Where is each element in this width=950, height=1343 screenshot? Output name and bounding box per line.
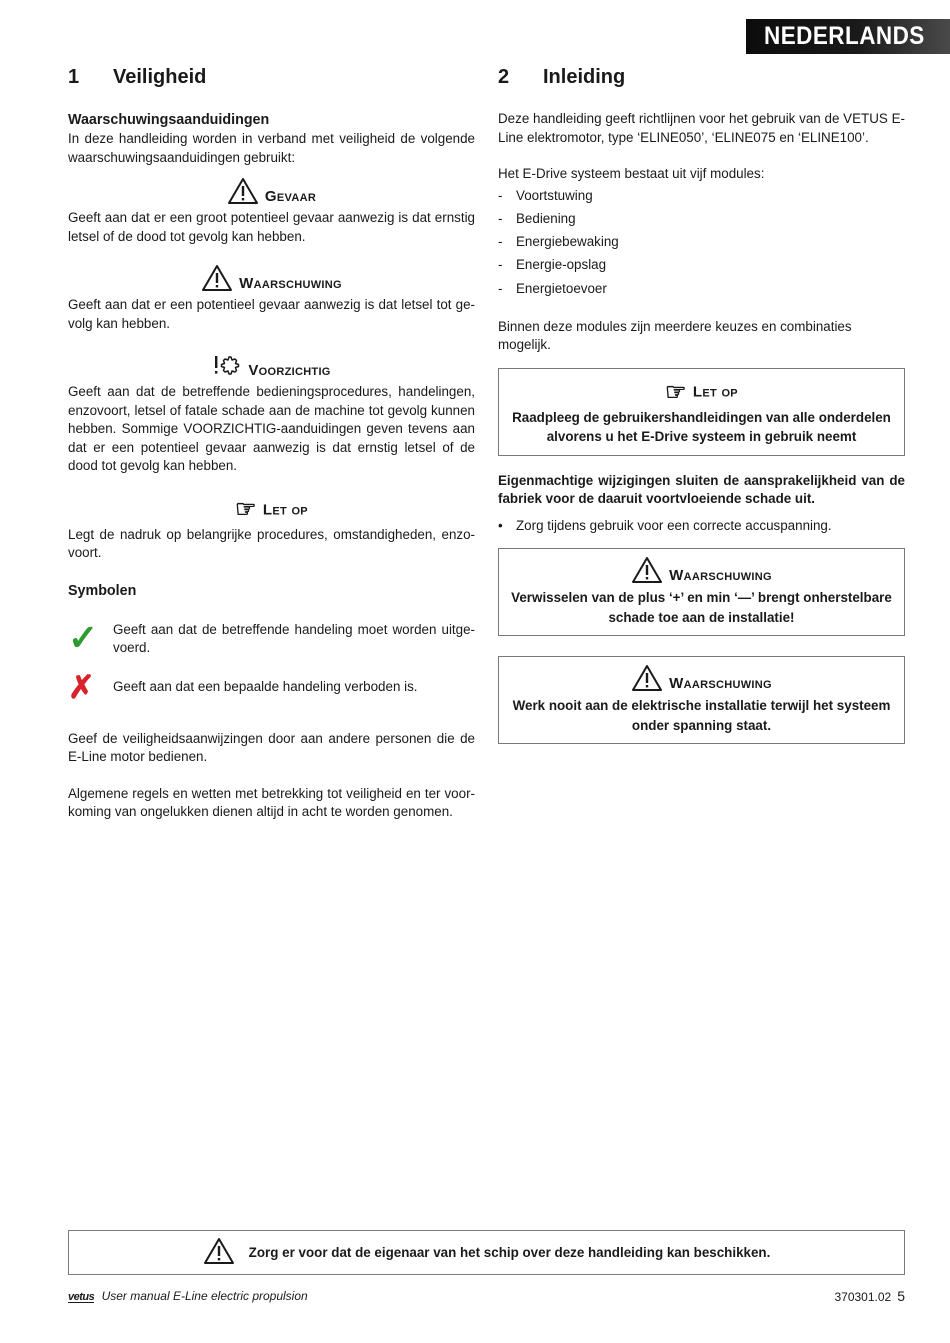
warning-box-voltage-label: Waarschuwing (669, 675, 772, 693)
warning-triangle-icon (203, 1237, 235, 1268)
section-1-title (68, 62, 475, 92)
right-column (498, 62, 905, 744)
language-tab (746, 19, 950, 54)
section-2-title (498, 62, 905, 92)
footer-left (68, 1289, 308, 1303)
language-tab-label: NEDERLANDS (764, 22, 925, 50)
danger-text: Geeft aan dat er een groot potentieel gevaar aanwezig is dat ernstig letsel of de dood tot gevolg kan hebben. (68, 210, 475, 244)
list-item: - Energie-opslag (498, 253, 905, 276)
caution-header (68, 351, 475, 383)
left-column (68, 62, 475, 822)
pointing-hand-icon: ☞ (665, 378, 687, 406)
doc-number: 370301.02 (834, 1290, 892, 1304)
warning-box-polarity (498, 548, 905, 636)
modules-outro: Binnen deze modules zijn meerdere keuzes en combinaties mogelijk. (498, 318, 852, 353)
note-box-label: Let op (692, 383, 738, 401)
symbols-heading: Symbolen (68, 582, 137, 599)
note-label: Let op (262, 501, 308, 519)
note-header (68, 494, 475, 526)
pointing-hand-icon: ☞ (235, 496, 257, 524)
owner-notice-box (68, 1230, 905, 1275)
warning-text: Geeft aan dat er een potentieel gevaar aanwezig is dat letsel tot ge-volg kan hebben. (68, 297, 475, 331)
caution-text: Geeft aan dat de betreffende bedieningsprocedures, handelingen, enzovoort, letsel of fatale schade aan de machine tot gevolg kunnen hebben. Sommige VOORZICHTIG-aanduidingen geven tevens aan dat er een potentieel gevaar aanwezig is dat ernstig letsel of de dood tot gevolg kan hebben. (68, 384, 475, 473)
section-1-title-text: Veiligheid (113, 66, 207, 88)
symbol-cross-row (68, 670, 475, 704)
danger-label: Gevaar (264, 188, 317, 205)
list-item: • Zorg tijdens gebruik voor een correcte accuspanning. (498, 517, 905, 536)
liability-text: Eigenmachtige wijzigingen sluiten de aansprakelijkheid van de fabriek voor de daaruit voortvloeiende schade uit. (498, 472, 905, 507)
danger-header (68, 177, 475, 209)
warning-box-voltage-header (509, 664, 894, 696)
warning-header (68, 264, 475, 296)
list-item: - Voortstuwing (498, 184, 905, 207)
warning-box-polarity-text: Verwisselen van de plus ‘+’ en min ‘—’ brengt onherstelbare schade toe aan de installatie! (511, 590, 892, 625)
checkmark-icon: ✓ (68, 616, 99, 658)
bullet-list (498, 517, 905, 536)
section-2-title-text: Inleiding (543, 66, 626, 88)
modules-intro: Het E-Drive systeem bestaat uit vijf modules: (498, 166, 765, 181)
section-2-number: 2 (498, 66, 510, 88)
footer-right (834, 1288, 905, 1304)
owner-notice-text: Zorg er voor dat de eigenaar van het schip over deze handleiding kan beschikken. (248, 1245, 771, 1260)
warning-label: Waarschuwing (239, 275, 342, 292)
note-box (498, 368, 905, 456)
manual-title: User manual E-Line electric propulsion (101, 1289, 308, 1303)
section-1-number: 1 (68, 66, 80, 88)
intro-text: Deze handleiding geeft richtlijnen voor het gebruik van de VETUS E-Line elektromotor, type ‘ELINE050’, ‘ELINE075 en ‘ELINE100’. (498, 111, 905, 145)
warnings-intro: In deze handleiding worden in verband met veiligheid de volgende waarschuwingsaanduidingen gebruikt: (68, 131, 475, 165)
caution-label: Voorzichtig (248, 362, 331, 379)
symbol-check-text: Geeft aan dat de betreffende handeling moet worden uitge-voerd. (113, 621, 475, 655)
para-rules: Algemene regels en wetten met betrekking tot veiligheid en ter voor-koming van ongelukken dienen altijd in acht te worden genomen. (68, 785, 475, 819)
list-item: - Energiebewaking (498, 230, 905, 253)
warning-box-polarity-header (509, 556, 894, 588)
warning-box-polarity-label: Waarschuwing (669, 567, 772, 585)
note-box-header (509, 376, 894, 408)
symbol-check-row (68, 616, 475, 658)
note-text: Legt de nadruk op belangrijke procedures, omstandigheden, enzo-voort. (68, 526, 475, 560)
para-pass-on: Geef de veiligheidsaanwijzingen door aan andere personen die de E-Line motor bedienen. (68, 730, 475, 764)
note-box-text: Raadpleeg de gebruikershandleidingen van alle onderdelen alvorens u het E-Drive systeem in gebruik neemt (512, 409, 891, 445)
warning-box-voltage-text: Werk nooit aan de elektrische installatie terwijl het systeem onder spanning staat. (512, 698, 891, 733)
symbol-cross-text: Geeft aan dat een bepaalde handeling verboden is. (113, 678, 418, 694)
page-number: 5 (897, 1288, 905, 1304)
cross-icon: ✗ (68, 668, 95, 705)
warning-box-voltage (498, 656, 905, 744)
page-footer (68, 1288, 905, 1304)
modules-list (498, 184, 905, 300)
warnings-heading: Waarschuwingsaanduidingen (68, 112, 270, 128)
list-item: - Bediening (498, 207, 905, 230)
vetus-logo: vetus (68, 1291, 95, 1303)
list-item: - Energietoevoer (498, 277, 905, 300)
